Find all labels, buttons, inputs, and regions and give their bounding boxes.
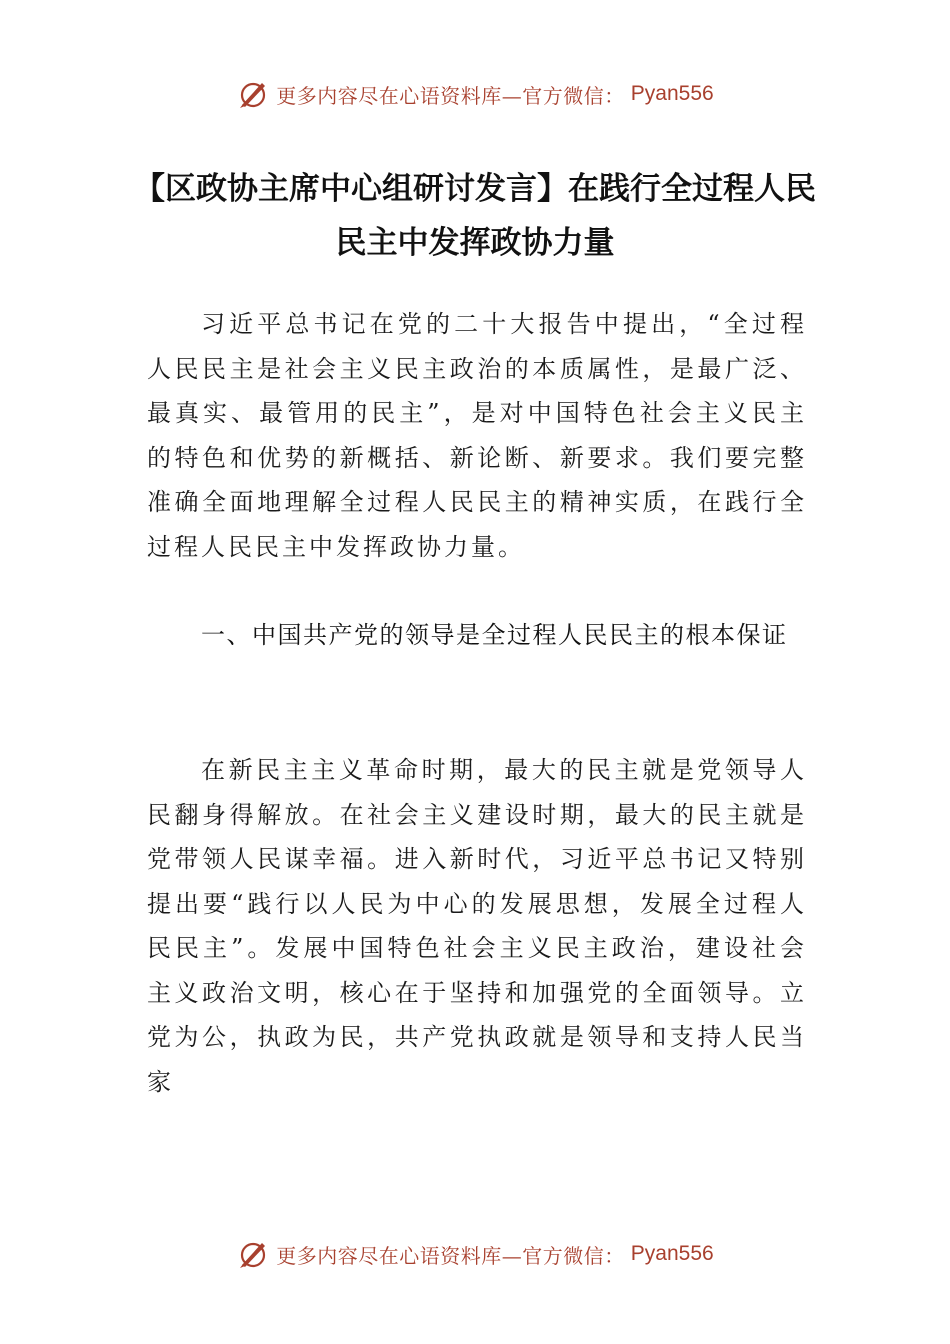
document-title: 【区政协主席中心组研讨发言】在践行全过程人民民主中发挥政协力量 [134,171,816,261]
section-1-heading: 一、中国共产党的领导是全过程人民民主的根本保证 [201,621,788,649]
pen-logo-icon [236,77,270,111]
watermark-text: 更多内容尽在心语资料库—官方微信： [276,1243,625,1268]
header-watermark [0,72,950,116]
pen-logo-icon [236,1237,270,1271]
watermark-wechat-id: Pyan556 [630,1242,714,1265]
footer-watermark [0,1232,950,1276]
section-1-paragraph: 在新民主主义革命时期，最大的民主就是党领导人民翻身得解放。在社会主义建设时期，最大的民主就是党带领人民谋幸福。进入新时代，习近平总书记又特别提出要“践行以人民为中心的发展思想，发展全过程人民民主”。发展中国特色社会主义民主政治，建设社会主义政治文明，核心在于坚持和加强党的全面领导。立党为公，执政为民，共产党执政就是领导和支持人民当家 [147,756,807,1096]
intro-paragraph: 习近平总书记在党的二十大报告中提出，“全过程人民民主是社会主义民主政治的本质属性，是最广泛、最真实、最管用的民主”，是对中国特色社会主义民主的特色和优势的新概括、新论断、新要求。我们要完整准确全面地理解全过程人民民主的精神实质，在践行全过程人民民主中发挥政协力量。 [147,310,807,561]
watermark-wechat-id: Pyan556 [630,82,714,105]
watermark-text: 更多内容尽在心语资料库—官方微信： [276,83,625,108]
